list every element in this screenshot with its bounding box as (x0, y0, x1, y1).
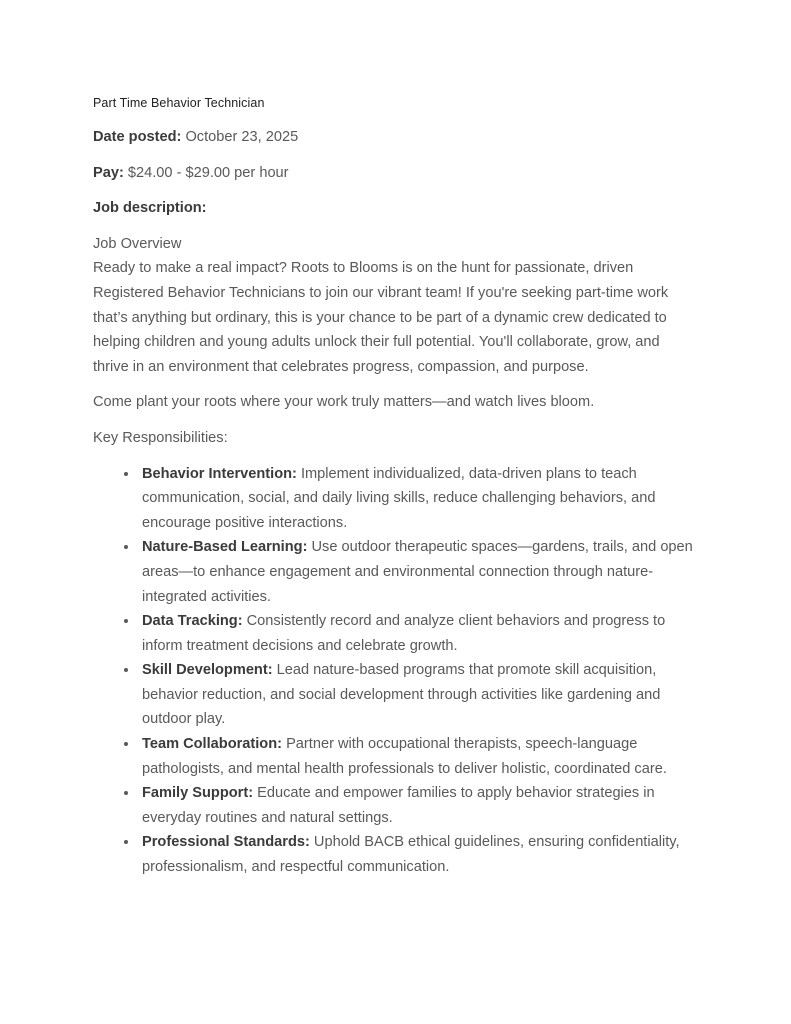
responsibility-item (139, 732, 698, 781)
pay-value: $24.00 - $29.00 per hour (123, 164, 289, 181)
responsibility-item (139, 830, 698, 879)
responsibility-item (139, 609, 698, 658)
responsibility-term: Data Tracking: (142, 613, 243, 630)
overview-paragraph (93, 232, 698, 380)
job-title: Part Time Behavior Technician (93, 96, 265, 110)
pay-label: Pay: (93, 164, 124, 181)
responsibility-term: Family Support: (142, 785, 254, 802)
responsibility-term: Nature-Based Learning: (142, 539, 308, 556)
responsibility-text: Use outdoor therapeutic spaces—gardens, trails, and open areas—to enhance engagement and environmental connection through nature-integrated activities. (142, 539, 693, 605)
key-responsibilities-heading: Key Responsibilities: (93, 429, 228, 446)
responsibility-text: Consistently record and analyze client behaviors and progress to inform treatment decisions and celebrate growth. (142, 613, 666, 654)
date-posted-label: Date posted: (93, 129, 182, 145)
responsibility-text: Implement individualized, data-driven plans to teach communication, social, and daily living skills, reduce challenging behaviors, and encourage positive interactions. (142, 465, 656, 531)
responsibility-term: Team Collaboration: (142, 736, 283, 753)
responsibility-text: Educate and empower families to apply behavior strategies in everyday routines and natural settings. (142, 785, 655, 826)
responsibility-text: Lead nature-based programs that promote skill acquisition, behavior reduction, and social development through activities like gardening and outdoor play. (142, 662, 661, 728)
meta-date-posted (93, 125, 698, 150)
meta-job-description (93, 196, 698, 221)
closing-line: Come plant your roots where your work truly matters—and watch lives bloom. (93, 394, 595, 411)
responsibility-text: Uphold BACB ethical guidelines, ensuring confidentiality, professionalism, and respectful communication. (142, 834, 680, 876)
overview-heading: Job Overview (93, 235, 182, 252)
responsibility-term: Professional Standards: (142, 834, 310, 851)
responsibility-item (139, 658, 698, 732)
job-description-label: Job description: (93, 200, 207, 217)
responsibilities-list (93, 462, 698, 880)
responsibility-item (139, 462, 698, 536)
meta-pay (93, 161, 698, 186)
responsibility-text: Partner with occupational therapists, speech-language pathologists, and mental health professionals to deliver holistic, coordinated care. (142, 736, 667, 777)
date-posted-value: October 23, 2025 (181, 129, 299, 145)
responsibility-item (139, 535, 698, 609)
responsibility-term: Behavior Intervention: (142, 465, 297, 482)
responsibility-item (139, 781, 698, 830)
overview-body: Ready to make a real impact? Roots to Blooms is on the hunt for passionate, driven Registered Behavior Technicians to join our vibrant team! If you're seeking part-time work that’s anything but ordinary, this is your chance to be part of a dynamic crew dedicated to helping children and young adults unlock their full potential. You'll collaborate, grow, and thrive in an environment that celebrates progress, compassion, and purpose. (93, 260, 669, 375)
responsibility-term: Skill Development: (142, 662, 273, 679)
